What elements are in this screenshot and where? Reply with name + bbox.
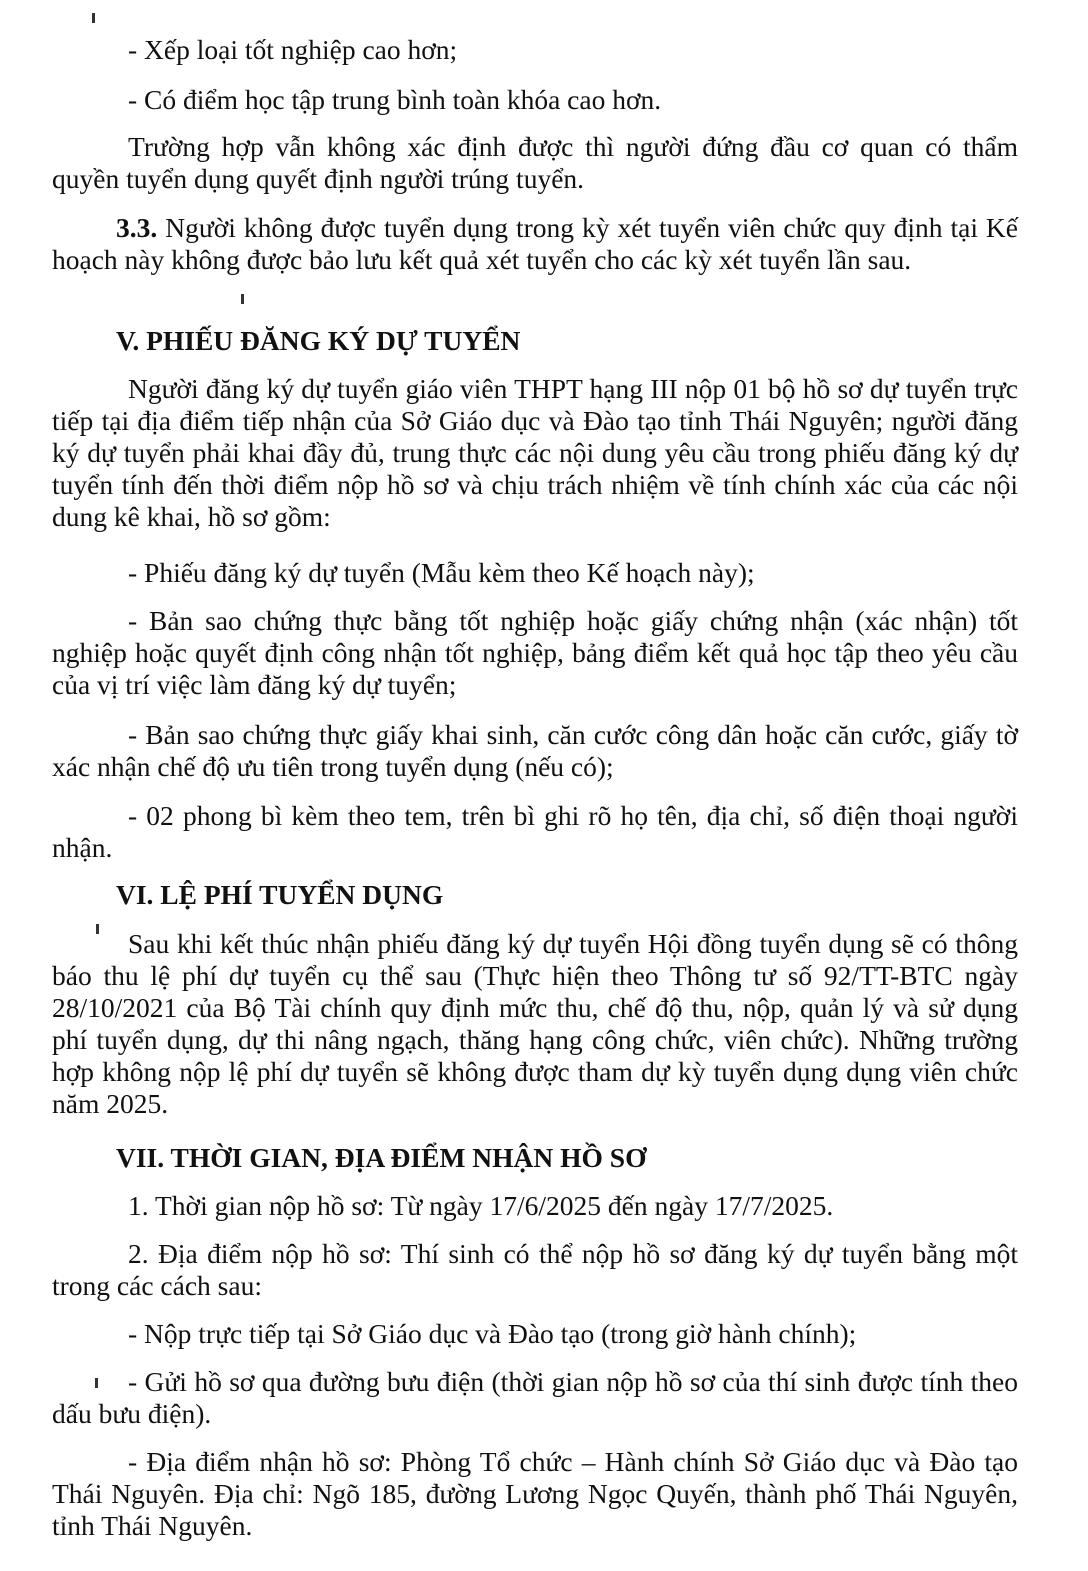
section-6-heading: VI. LỆ PHÍ TUYỂN DỤNG (116, 879, 444, 910)
list-item: - Phiếu đăng ký dự tuyển (Mẫu kèm theo Kế hoạch này); (128, 557, 755, 588)
scan-speck (241, 294, 244, 304)
section-7-heading: VII. THỜI GIAN, ĐỊA ĐIỂM NHẬN HỒ SƠ (116, 1142, 647, 1173)
receiving-address: - Địa điểm nhận hồ sơ: Phòng Tổ chức – Hành chính Sở Giáo dục và Đào tạo Thái Nguyên. Địa chỉ: Ngõ 185, đường Lương Ngọc Quyến, thành phố Thái Nguyên, tỉnh Thái Nguyên. (52, 1446, 1018, 1541)
item-3-3-number: 3.3. (116, 212, 158, 243)
section-5-intro: Người đăng ký dự tuyển giáo viên THPT hạng III nộp 01 bộ hồ sơ dự tuyển trực tiếp tại địa điểm tiếp nhận của Sở Giáo dục và Đào tạo tỉnh Thái Nguyên; người đăng ký dự tuyển phải khai đầy đủ, trung thực các nội dung yêu cầu trong phiếu đăng ký dự tuyển tính đến thời điểm nộp hồ sơ và chịu trách nhiệm về tính chính xác của các nội dung kê khai, hồ sơ gồm: (52, 373, 1018, 532)
method-direct: - Nộp trực tiếp tại Sở Giáo dục và Đào tạo (trong giờ hành chính); (128, 1318, 857, 1349)
scan-speck (92, 13, 95, 23)
list-item: - Bản sao chứng thực bằng tốt nghiệp hoặc giấy chứng nhận (xác nhận) tốt nghiệp hoặc quyết định công nhận tốt nghiệp, bảng điểm kết quả học tập theo yêu cầu của vị trí việc làm đăng ký dự tuyển; (52, 605, 1018, 700)
bullet-rank: - Xếp loại tốt nghiệp cao hơn; (128, 34, 458, 65)
list-item: - Bản sao chứng thực giấy khai sinh, căn cước công dân hoặc căn cước, giấy tờ xác nhận chế độ ưu tiên trong tuyển dụng (nếu có); (52, 719, 1018, 782)
section-6-body: Sau khi kết thúc nhận phiếu đăng ký dự tuyển Hội đồng tuyển dụng sẽ có thông báo thu lệ phí dự tuyển cụ thể sau (Thực hiện theo Thông tư số 92/TT-BTC ngày 28/10/2021 của Bộ Tài chính quy định mức thu, chế độ thu, nộp, quản lý và sử dụng phí tuyển dụng, dự thi nâng ngạch, thăng hạng công chức, viên chức). Những trường hợp không nộp lệ phí dự tuyển sẽ không được tham dự kỳ tuyển dụng dụng viên chức năm 2025. (52, 928, 1018, 1119)
item-3-3-text: Người không được tuyển dụng trong kỳ xét tuyển viên chức quy định tại Kế hoạch này không được bảo lưu kết quả xét tuyển cho các kỳ xét tuyển lần sau. (52, 212, 1018, 275)
submission-time: 1. Thời gian nộp hồ sơ: Từ ngày 17/6/2025 đến ngày 17/7/2025. (128, 1190, 834, 1221)
item-3-3-paragraph (52, 212, 1018, 276)
tie-break-paragraph: Trường hợp vẫn không xác định được thì người đứng đầu cơ quan có thẩm quyền tuyển dụng quyết định người trúng tuyển. (52, 131, 1018, 194)
list-item: - 02 phong bì kèm theo tem, trên bì ghi rõ họ tên, địa chỉ, số điện thoại người nhận. (52, 800, 1018, 863)
bullet-score: - Có điểm học tập trung bình toàn khóa cao hơn. (128, 84, 662, 115)
method-post: - Gửi hồ sơ qua đường bưu điện (thời gian nộp hồ sơ của thí sinh được tính theo dấu bưu điện). (52, 1366, 1018, 1429)
section-5-heading: V. PHIẾU ĐĂNG KÝ DỰ TUYỂN (116, 325, 521, 356)
submission-place: 2. Địa điểm nộp hồ sơ: Thí sinh có thể nộp hồ sơ đăng ký dự tuyển bằng một trong các cách sau: (52, 1238, 1018, 1301)
